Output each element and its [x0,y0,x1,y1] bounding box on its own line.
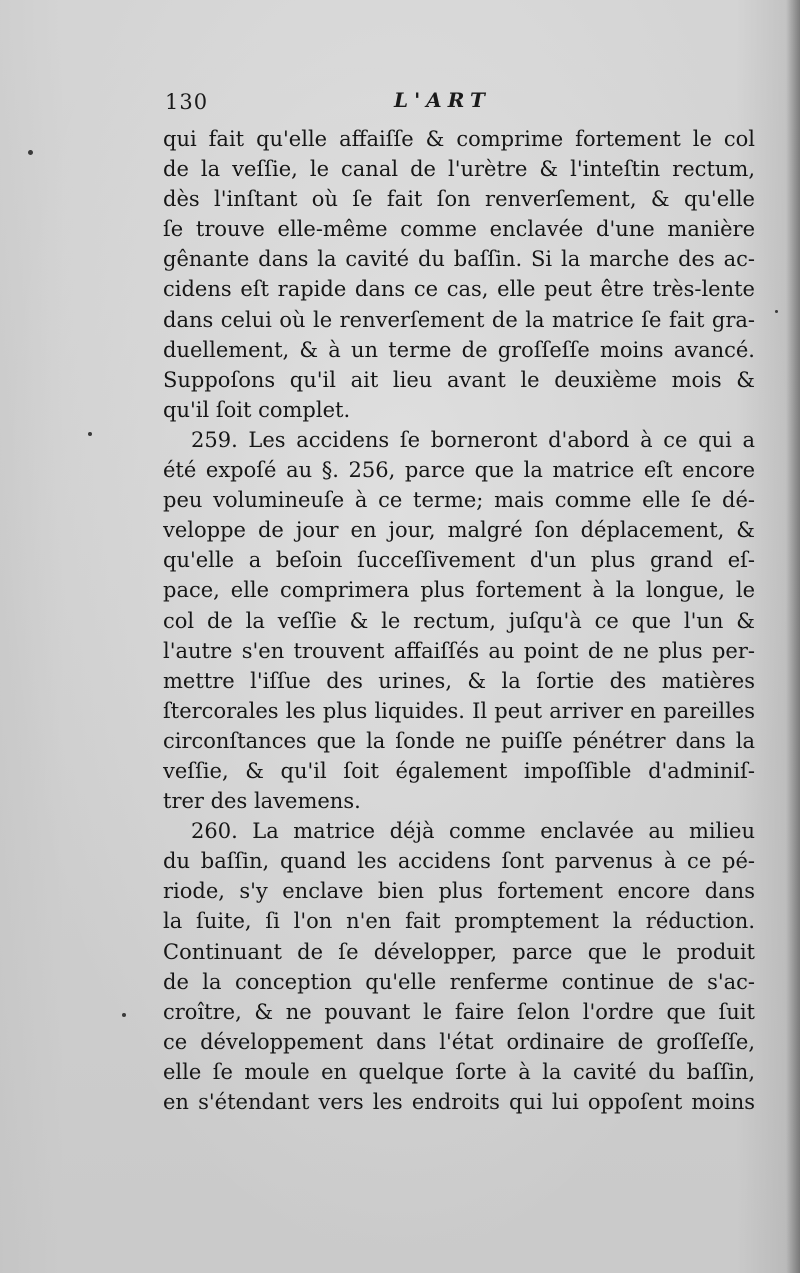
paragraph-260-start: 260. La matrice déjà comme enclavée au milieu [191,819,755,844]
text-line: été expoſé au §. 256, parce que la matrice eſt encore [163,458,755,483]
text-line: du baſſin, quand les accidens ſont parvenus à ce pé- [163,849,755,874]
text-line: pace, elle comprimera plus fortement à la longue, le [163,578,755,603]
paragraph-259-start: 259. Les accidens ſe borneront d'abord à ce qui a [191,427,755,452]
text-line: en s'étendant vers les endroits qui lui oppoſent moins [163,1090,755,1114]
text-line: gênante dans la cavité du baſſin. Si la marche des ac- [163,247,755,272]
text-line: de la conception qu'elle renferme continue de s'ac- [163,969,755,994]
text-line: la ſuite, ſi l'on n'en fait promptement la réduction. [163,909,755,934]
paper-speck [88,432,92,436]
text-line: elle ſe moule en quelque ſorte à la cavité du baſſin, [163,1059,755,1084]
text-line: ſe trouve elle-même comme enclavée d'une manière [163,217,755,242]
text-line: duellement, & à un terme de groſſeſſe moins avancé. [163,337,755,362]
text-line: l'autre s'en trouvent affaiſſés au point de ne plus per- [163,638,755,663]
paper-speck [28,150,33,155]
text-line: croître, & ne pouvant le faire ſelon l'ordre que ſuit [163,999,755,1024]
paper-speck [775,310,778,313]
text-line: qu'elle a beſoin ſucceſſivement d'un plus grand eſ- [163,548,755,573]
text-line: ce développement dans l'état ordinaire de groſſeſſe, [163,1029,755,1054]
text-line: peu volumineuſe à ce terme; mais comme elle ſe dé- [163,488,755,513]
text-line: qui fait qu'elle affaiſſe & comprime fortement le col [163,127,755,151]
text-line: veſſie, & qu'il ſoit également impoſſible d'adminiſ- [163,758,755,783]
text-line: ſtercorales les plus liquides. Il peut arriver en pareilles [163,698,755,723]
text-line: riode, s'y enclave bien plus fortement encore dans [163,879,755,904]
running-title: L'ART [394,88,491,112]
page-gutter-shadow [786,0,800,1273]
text-line: trer des lavemens. [163,789,361,814]
text-line: Suppoſons qu'il ait lieu avant le deuxième mois & [163,367,755,392]
text-line: circonſtances que la ſonde ne puiſſe pénétrer dans la [163,728,755,753]
running-header [163,88,753,118]
text-line: dès l'inſtant où ſe fait ſon renverſement, & qu'elle [163,187,755,212]
text-line: qu'il ſoit complet. [163,397,351,422]
page-number: 130 [165,90,209,114]
text-line: cidens eſt rapide dans ce cas, elle peut être très-lente [163,277,755,302]
body-text [163,124,755,1117]
text-line: dans celui où le renverſement de la matrice ſe fait gra- [163,307,755,332]
text-line: Continuant de ſe développer, parce que le produit [163,939,755,964]
text-line: veloppe de jour en jour, malgré ſon déplacement, & [163,518,755,543]
text-line: mettre l'iſſue des urines, & la ſortie des matières [163,668,755,693]
text-line: de la veſſie, le canal de l'urètre & l'inteſtin rectum, [163,157,755,182]
paper-speck [122,1013,126,1017]
text-line: col de la veſſie & le rectum, juſqu'à ce que l'un & [163,608,755,633]
